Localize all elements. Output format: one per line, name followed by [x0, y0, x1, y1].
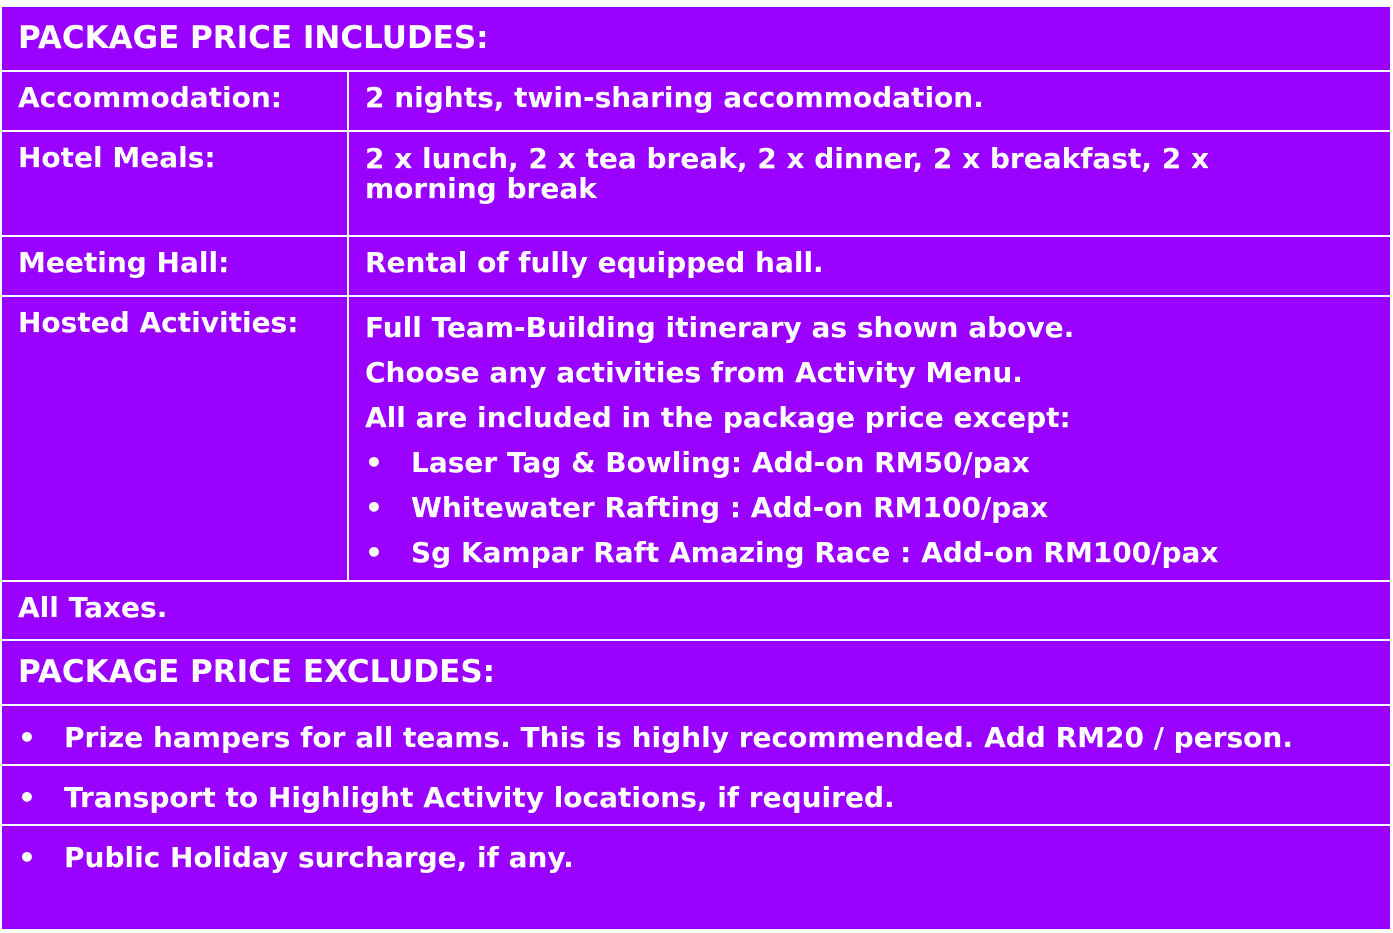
hosted-activities-row [2, 297, 1390, 580]
addon-item [365, 485, 1390, 530]
exclude-item [2, 766, 1390, 824]
addon-text: Whitewater Rafting : Add-on RM100/pax [411, 491, 1049, 524]
exclude-item [2, 826, 1390, 929]
bullet-icon: • [18, 841, 36, 874]
bullet-icon: • [365, 491, 383, 524]
activities-line: Choose any activities from Activity Menu. [365, 356, 1023, 389]
activities-line: All are included in the package price except: [365, 401, 1071, 434]
hotel-meals-value-cell [349, 132, 1390, 235]
excludes-header: PACKAGE PRICE EXCLUDES: [18, 654, 496, 690]
includes-header: PACKAGE PRICE INCLUDES: [18, 20, 489, 56]
hosted-activities-value [349, 297, 1390, 580]
exclude-text: Prize hampers for all teams. This is highly recommended. Add RM20 / person. [64, 721, 1293, 754]
accommodation-label: Accommodation: [2, 72, 349, 130]
exclude-item [2, 706, 1390, 764]
bullet-icon: • [365, 536, 383, 569]
exclude-text: Transport to Highlight Activity locations, if required. [64, 781, 895, 814]
meeting-hall-value: Rental of fully equipped hall. [365, 246, 824, 279]
hotel-meals-row [2, 132, 1390, 235]
addon-text: Sg Kampar Raft Amazing Race : Add-on RM100/pax [411, 536, 1219, 569]
hosted-activities-label: Hosted Activities: [2, 297, 349, 580]
accommodation-value: 2 nights, twin-sharing accommodation. [365, 81, 984, 114]
excludes-header-row [2, 641, 1390, 704]
exclude-row [2, 826, 1390, 929]
bullet-icon: • [18, 721, 36, 754]
taxes-row [2, 582, 1390, 639]
accommodation-row [2, 72, 1390, 130]
addon-item [365, 440, 1390, 485]
exclude-row [2, 766, 1390, 824]
meeting-hall-label: Meeting Hall: [2, 237, 349, 295]
bullet-icon: • [365, 446, 383, 479]
includes-header-row [2, 7, 1390, 70]
activities-line: Full Team-Building itinerary as shown above. [365, 311, 1075, 344]
hotel-meals-value: 2 x lunch, 2 x tea break, 2 x dinner, 2 x breakfast, 2 x morning break [365, 142, 1210, 205]
exclude-row [2, 706, 1390, 764]
meeting-hall-row [2, 237, 1390, 295]
bullet-icon: • [18, 781, 36, 814]
exclude-text: Public Holiday surcharge, if any. [64, 841, 574, 874]
taxes-text: All Taxes. [18, 591, 168, 624]
addon-text: Laser Tag & Bowling: Add-on RM50/pax [411, 446, 1030, 479]
hotel-meals-label: Hotel Meals: [2, 132, 349, 235]
addon-item [365, 530, 1390, 575]
